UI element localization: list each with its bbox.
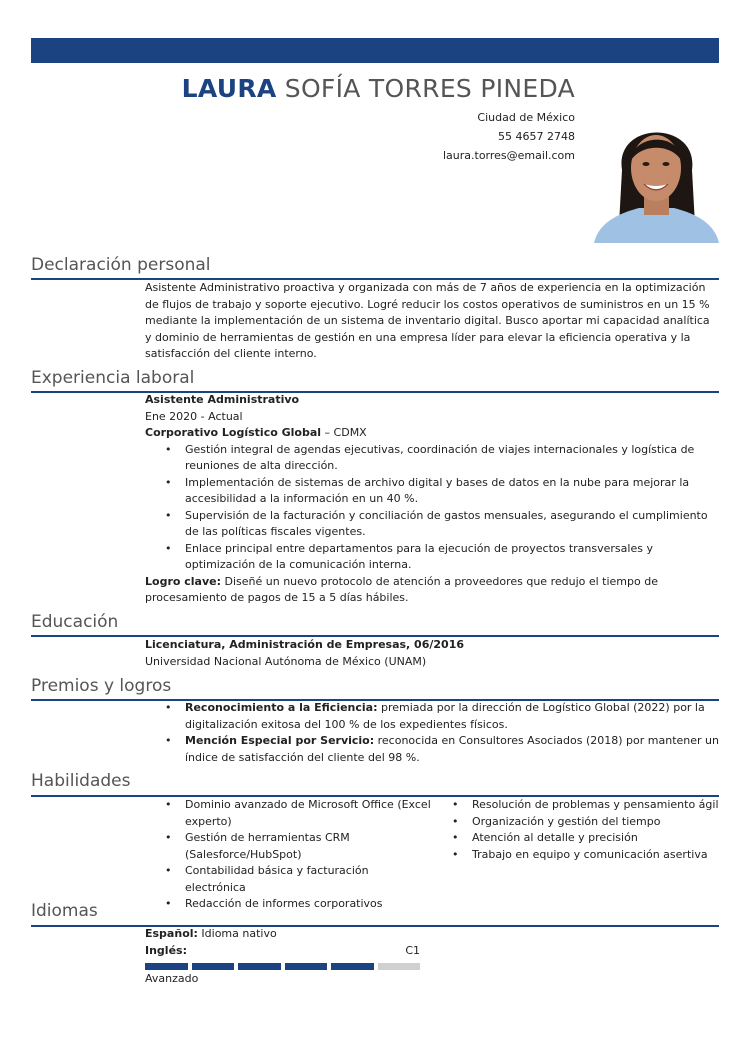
language-second (145, 943, 420, 960)
header-bar (31, 38, 719, 63)
skills-column-left (145, 797, 432, 913)
list-item: • Gestión integral de agendas ejecutivas, coordinación de viajes internacionales y logística de reuniones de alta dirección. (185, 442, 719, 475)
profile-photo (594, 100, 719, 243)
skills-columns (145, 797, 719, 913)
experience-entry (145, 392, 719, 607)
list-item: • Atención al detalle y precisión (472, 830, 719, 847)
key-achievement-label: Logro clave: (145, 574, 221, 588)
language-level-code: C1 (405, 943, 420, 957)
candidate-name (182, 74, 575, 103)
award-text: reconocida en Consultores Asociados (2018) por mantener un índice de satisfacción del cliente del 98 %. (185, 734, 719, 764)
skills-column-right (432, 797, 719, 913)
list-item: • Resolución de problemas y pensamiento ágil (472, 797, 719, 814)
key-achievement (145, 574, 719, 607)
level-segment-filled (238, 963, 281, 970)
job-responsibilities (145, 442, 719, 574)
list-item (185, 733, 719, 766)
level-segment-filled (285, 963, 328, 970)
job-company: Corporativo Logístico Global (145, 426, 322, 439)
job-company-line (145, 425, 719, 442)
section-title-awards: Premios y logros (31, 676, 172, 696)
contact-info (443, 108, 575, 165)
list-item: • Organización y gestión del tiempo (472, 814, 719, 831)
list-item (185, 700, 719, 733)
school: Universidad Nacional Autónoma de México (UNAM) (145, 654, 427, 668)
list-item: • Redacción de informes corporativos (185, 896, 432, 913)
last-names: SOFÍA TORRES PINEDA (276, 74, 575, 103)
awards-list (145, 700, 719, 766)
language-level-description: Avanzado (145, 972, 199, 985)
award-title: Reconocimiento a la Eficiencia: (185, 701, 378, 714)
level-segment-filled (331, 963, 374, 970)
list-item: • Contabilidad básica y facturación electrónica (185, 863, 432, 896)
city: Ciudad de México (477, 111, 575, 124)
list-item: • Implementación de sistemas de archivo digital y bases de datos en la nube para mejorar la accesibilidad a la información en un 40 %. (185, 475, 719, 508)
personal-statement-text: Asistente Administrativo proactiva y organizada con más de 7 años de experiencia en la optimización de flujos de trabajo y soporte ejecutivo. Logré reducir los costos operativos de suministros en un 15 % mediante la implementación de un sistema de inventario digital. Busco aportar mi capacidad analítica y dominio de herramientas de gestión en una empresa líder para elevar la eficiencia operativa y la satisfacción del cliente interno. (145, 281, 710, 360)
language-level-bar (145, 963, 420, 970)
list-item: • Supervisión de la facturación y conciliación de gastos mensuales, asegurando el cumplimiento de las políticas fiscales vigentes. (185, 508, 719, 541)
languages-list (145, 926, 420, 988)
section-title-skills: Habilidades (31, 771, 131, 791)
phone: 55 4657 2748 (498, 130, 575, 143)
section-title-languages: Idiomas (31, 901, 98, 921)
list-item: • Enlace principal entre departamentos para la ejecución de proyectos transversales y optimización de la comunicación interna. (185, 541, 719, 574)
award-title: Mención Especial por Servicio: (185, 734, 375, 747)
list-item: • Trabajo en equipo y comunicación asertiva (472, 847, 719, 864)
level-segment-filled (192, 963, 235, 970)
education-entry (145, 637, 719, 670)
job-title: Asistente Administrativo (145, 393, 300, 406)
level-segment-empty (378, 963, 421, 970)
language-native (145, 926, 420, 943)
language-name: Español: (145, 927, 198, 940)
section-title-education: Educación (31, 612, 119, 632)
degree: Licenciatura, Administración de Empresas, 06/2016 (145, 638, 464, 651)
key-achievement-text: Diseñé un nuevo protocolo de atención a proveedores que redujo el tiempo de procesamiento de pagos de 15 a 5 días hábiles. (145, 574, 658, 604)
email: laura.torres@email.com (442, 149, 575, 162)
section-title-experience: Experiencia laboral (31, 368, 195, 388)
section-title-personal: Declaración personal (31, 255, 211, 275)
language-name: Inglés: (145, 943, 187, 957)
level-segment-filled (145, 963, 188, 970)
job-dates: Ene 2020 - Actual (145, 409, 243, 423)
first-name: LAURA (181, 74, 277, 103)
job-location: – CDMX (321, 426, 367, 439)
list-item: • Gestión de herramientas CRM (Salesforce/HubSpot) (185, 830, 432, 863)
personal-statement (145, 280, 719, 363)
language-level: Idioma nativo (197, 927, 277, 940)
list-item: • Dominio avanzado de Microsoft Office (Excel experto) (185, 797, 432, 830)
award-text: premiada por la dirección de Logístico Global (2022) por la digitalización exitosa del 100 % de los expedientes físicos. (185, 701, 705, 731)
